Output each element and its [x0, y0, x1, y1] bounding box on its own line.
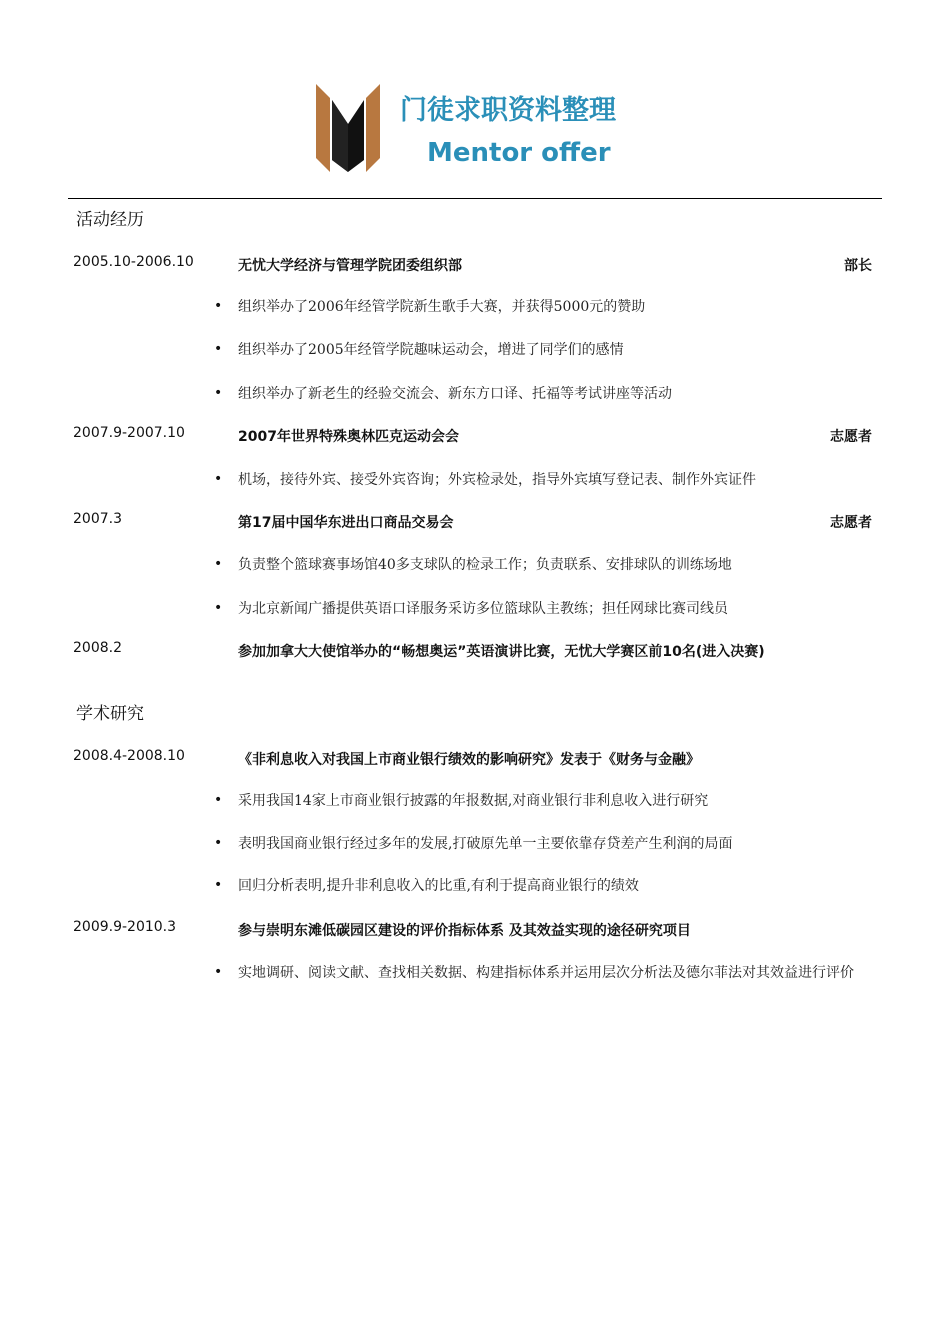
bullet-icon: •: [214, 471, 223, 487]
mentor-offer-logo: [312, 80, 642, 180]
entry-bullet-text: 负责整个篮球赛事场馆40多支球队的检录工作；负责联系、安排球队的训练场地: [238, 557, 732, 573]
entry-date: 2007.3: [73, 511, 122, 527]
entry-organization: 《非利息收入对我国上市商业银行绩效的影响研究》发表于《财务与金融》: [238, 752, 700, 768]
mentor-logo-icon: [312, 80, 384, 176]
entry-date: 2007.9-2007.10: [73, 425, 185, 441]
bullet-icon: •: [214, 877, 223, 893]
bullet-icon: •: [214, 556, 223, 572]
section-title-activities: 活动经历: [76, 210, 144, 230]
bullet-icon: •: [214, 385, 223, 401]
entry-bullet-text: 为北京新闻广播提供英语口译服务采访多位篮球队主教练；担任网球比赛司线员: [238, 601, 728, 617]
entry-role: 部长: [844, 258, 872, 274]
entry-organization: 无忧大学经济与管理学院团委组织部: [238, 258, 462, 274]
bullet-icon: •: [214, 964, 223, 980]
entry-bullet-text: 组织举办了新老生的经验交流会、新东方口译、托福等考试讲座等活动: [238, 386, 672, 402]
entry-bullet-text: 机场，接待外宾、接受外宾咨询；外宾检录处，指导外宾填写登记表、制作外宾证件: [238, 472, 756, 488]
logo-title-cn: 门徒求职资料整理: [400, 95, 616, 126]
section-title-research: 学术研究: [76, 704, 144, 724]
entry-date: 2008.4-2008.10: [73, 748, 185, 764]
entry-organization: 第17届中国华东进出口商品交易会: [238, 515, 454, 531]
entry-bullet-text: 回归分析表明,提升非利息收入的比重,有利于提高商业银行的绩效: [238, 878, 639, 894]
entry-organization: 参加加拿大大使馆举办的“畅想奥运”英语演讲比赛，无忧大学赛区前10名(进入决赛): [238, 644, 765, 660]
entry-organization: 参与崇明东滩低碳园区建设的评价指标体系 及其效益实现的途径研究项目: [238, 923, 691, 939]
entry-organization: 2007年世界特殊奥林匹克运动会会: [238, 429, 459, 445]
entry-role: 志愿者: [830, 515, 872, 531]
bullet-icon: •: [214, 341, 223, 357]
entry-date: 2008.2: [73, 640, 122, 656]
bullet-icon: •: [214, 792, 223, 808]
bullet-icon: •: [214, 600, 223, 616]
entry-bullet-text: 组织举办了2006年经管学院新生歌手大赛，并获得5000元的赞助: [238, 299, 646, 315]
entry-bullet-text: 实地调研、阅读文献、查找相关数据、构建指标体系并运用层次分析法及德尔菲法对其效益进行评价: [238, 965, 854, 981]
logo-title-en: Mentor offer: [427, 138, 611, 168]
header-divider: [68, 198, 882, 199]
entry-date: 2009.9-2010.3: [73, 919, 177, 935]
entry-role: 志愿者: [830, 429, 872, 445]
entry-bullet-text: 表明我国商业银行经过多年的发展,打破原先单一主要依靠存贷差产生利润的局面: [238, 836, 733, 852]
bullet-icon: •: [214, 298, 223, 314]
entry-date: 2005.10-2006.10: [73, 254, 194, 270]
bullet-icon: •: [214, 835, 223, 851]
entry-bullet-text: 采用我国14家上市商业银行披露的年报数据,对商业银行非利息收入进行研究: [238, 793, 709, 809]
entry-bullet-text: 组织举办了2005年经管学院趣味运动会，增进了同学们的感情: [238, 342, 624, 358]
